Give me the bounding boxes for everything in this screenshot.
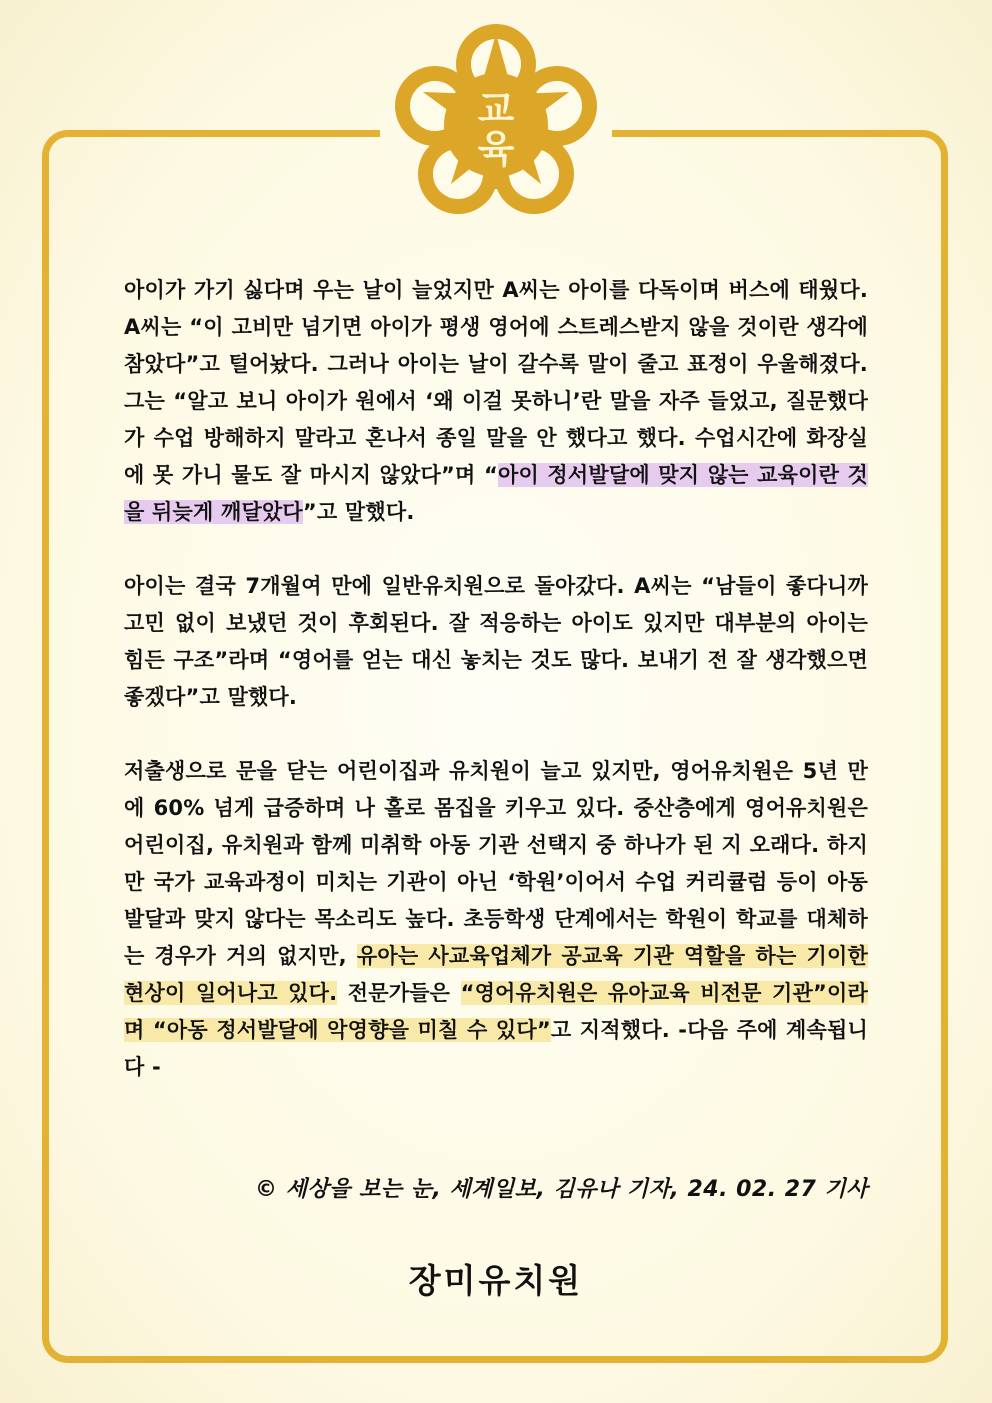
paragraph-3	[124, 753, 868, 1086]
highlighted-quote-yellow: “영어유치원은 유아교육 비전문 기관”이라며 “아동 정서발달에 악영향을 미칠 수 있다”	[124, 981, 868, 1042]
paragraph-3-mid: 전문가들은	[337, 981, 461, 1005]
paragraph-3-text: 저출생으로 문을 닫는 어린이집과 유치원이 늘고 있지만, 영어유치원은 5년 만에 60% 넘게 급증하며 나 홀로 몸집을 키우고 있다. 중산층에게 영어유치원은 어린이집, 유치원과 함께 미취학 아동 기관 선택지 중 하나가 된 지 오래다. 하지만 국가 교육과정이 미치는 기관이 아닌 ‘학원’이어서 수업 커리큘럼 등이 아동 발달과 맞지 않다는 목소리도 높다. 초등학생 단계에서는 학원이 학교를 대체하는 경우가 거의 없지만,	[124, 759, 868, 968]
source-credit: © 세상을 보는 눈, 세계일보, 김유나 기자, 24. 02. 27 기사	[254, 1177, 868, 1202]
paragraph-1	[124, 272, 868, 531]
education-emblem-logo	[391, 22, 601, 222]
highlighted-sentence-yellow: 유아는 사교육업체가 공교육 기관 역할을 하는 기이한 현상이 일어나고 있다.	[124, 944, 868, 1005]
highlighted-quote-purple: 아이 정서발달에 맞지 않는 교육이란 것을 뒤늦게 깨달았다	[124, 463, 868, 524]
paragraph-2: 아이는 결국 7개월여 만에 일반유치원으로 돌아갔다. A씨는 “남들이 좋다니까 고민 없이 보냈던 것이 후회된다. 잘 적응하는 아이도 있지만 대부분의 아이는 힘든 구조”라며 “영어를 얻는 대신 놓치는 것도 많다. 보내기 전 잘 생각했으면 좋겠다”고 말했다.	[124, 574, 868, 709]
emblem-text-top: 교	[477, 87, 515, 131]
emblem-text-bottom: 육	[477, 127, 515, 171]
paragraph-1-text: 아이가 가기 싫다며 우는 날이 늘었지만 A씨는 아이를 다독이며 버스에 태웠다. A씨는 “이 고비만 넘기면 아이가 평생 영어에 스트레스받지 않을 것이란 생각에 참았다”고 털어놨다. 그러나 아이는 날이 갈수록 말이 줄고 표정이 우울해졌다. 그는 “알고 보니 아이가 원에서 ‘왜 이걸 못하니’란 말을 자주 들었고, 질문했다가 수업 방해하지 말라고 혼나서 종일 말을 안 했다고 했다. 수업시간에 화장실에 못 가니 물도 잘 마시지 않았다”며 “	[124, 278, 868, 487]
article-body	[124, 272, 868, 1123]
school-name: 장미유치원	[408, 1261, 584, 1300]
paragraph-3-end: 고 지적했다. -다음 주에 계속됩니다 -	[124, 1018, 868, 1079]
paragraph-1-end: ”고 말했다.	[302, 500, 415, 524]
